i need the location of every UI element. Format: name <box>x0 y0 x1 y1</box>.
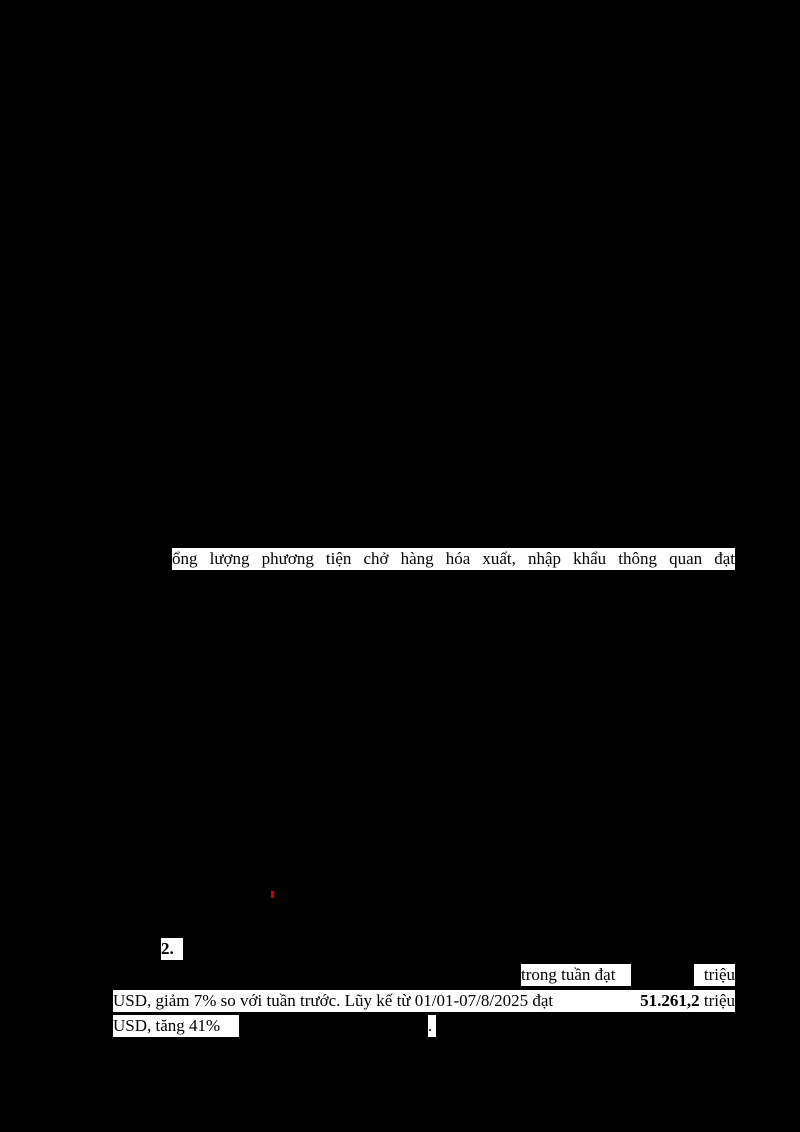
million-label: triệu <box>694 964 735 986</box>
section-heading-number: 2. <box>161 938 183 960</box>
cumulative-text-start: USD, giảm 7% so với tuần trước. Lũy kế từ 01/01-07/8/2025 đạt <box>113 991 554 1010</box>
vehicles-text-line: ổng lượng phương tiện chở hàng hóa xuất, nhập khẩu thông quan đạt <box>172 549 735 568</box>
week-text: trong tuần đạt <box>521 964 631 986</box>
growth-text: USD, tăng 41% <box>113 1015 239 1037</box>
cumulative-value-group <box>640 990 735 1012</box>
cumulative-value: 51.261,2 <box>640 991 700 1010</box>
red-marker <box>271 891 274 898</box>
sentence-end-period: . <box>428 1015 436 1037</box>
cumulative-text-line <box>113 990 735 1012</box>
million-label-2: triệu <box>699 991 735 1010</box>
